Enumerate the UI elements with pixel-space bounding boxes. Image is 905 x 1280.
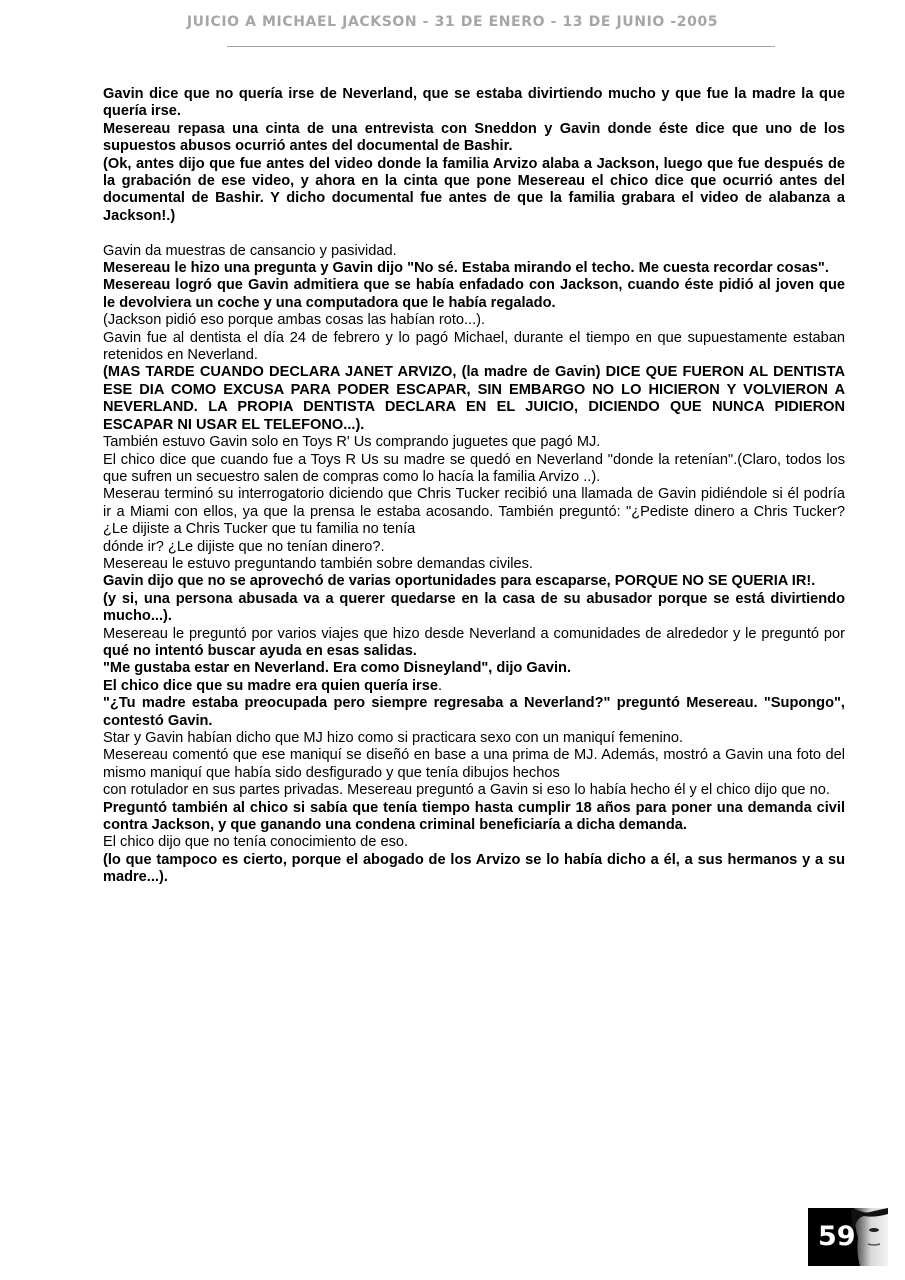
header-divider	[227, 46, 775, 47]
paragraph: Gavin dice que no quería irse de Neverland, que se estaba divirtiendo mucho y que fue la madre la que quería irse.	[103, 86, 845, 120]
paragraph-bold-text: qué no intentó buscar ayuda en esas salidas.	[103, 642, 417, 659]
paragraph: Gavin dijo que no se aprovechó de varias oportunidades para escaparse, PORQUE NO SE QUERIA IR!.	[103, 573, 816, 590]
page-number: 59	[818, 1221, 856, 1252]
paragraph: Mesereau logró que Gavin admitiera que se había enfadado con Jackson, cuando éste pidió al joven que le devolviera un coche y una computadora que le había regalado.	[103, 277, 845, 311]
paragraph: (MAS TARDE CUANDO DECLARA JANET ARVIZO, (la madre de Gavin) DICE QUE FUERON AL DENTISTA ESE DIA COMO EXCUSA PARA PODER ESCAPAR, SIN EMBARGO NO LO HICIERON Y VOLVIERON A NEVERLAND. LA PROPIA DENTISTA DECLARA EN EL JUICIO, DICIENDO QUE NUNCA PIDIERON ESCAPAR NI USAR EL TELEFONO...).	[103, 364, 845, 433]
page-header-title: JUICIO A MICHAEL JACKSON - 31 DE ENERO - 13 DE JUNIO -2005	[186, 14, 719, 30]
paragraph: El chico dice que cuando fue a Toys R Us su madre se quedó en Neverland "donde la retenían".(Claro, todos los que sufren un secuestro salen de compras como lo hacía la familia Arvizo ..).	[103, 451, 845, 485]
paragraph: "¿Tu madre estaba preocupada pero siempre regresaba a Neverland?" preguntó Mesereau. "Supongo", contestó Gavin.	[103, 695, 845, 729]
paragraph: "Me gustaba estar en Neverland. Era como Disneyland", dijo Gavin.	[103, 660, 572, 677]
paragraph: (Ok, antes dijo que fue antes del video donde la familia Arvizo alaba a Jackson, luego que fue después de la grabación de ese video, y ahora en la cinta que pone Mesereau el chico dice que ocurrió antes del documental de Bashir. Y dicho documental fue antes de que la familia grabara el video de alabanza a Jackson!.)	[103, 155, 845, 224]
paragraph: Star y Gavin habían dicho que MJ hizo como si practicara sexo con un maniquí femenino.	[103, 730, 684, 747]
paragraph: Mesereau comentó que ese maniquí se diseñó en base a una prima de MJ. Además, mostró a Gavin una foto del mismo maniquí que había sido desfigurado y que tenía dibujos hechos	[103, 747, 845, 781]
paragraph-text: .	[437, 677, 443, 694]
paragraph: dónde ir? ¿Le dijiste que no tenían dinero?.	[103, 538, 385, 555]
paragraph: Gavin da muestras de cansancio y pasividad.	[103, 242, 397, 259]
paragraph: Mesereau repasa una cinta de una entrevista con Sneddon y Gavin donde éste dice que uno de los supuestos abusos ocurrió antes del documental de Bashir.	[103, 120, 845, 155]
paragraph: Meserau terminó su interrogatorio diciendo que Chris Tucker recibió una llamada de Gavin pidiéndole si él podría ir a Miami con ellos, ya que la prensa le estaba acosando. También preguntó: "¿Pediste dinero a Chris Tucker? ¿Le dijiste a Chris Tucker que tu familia no tenía	[103, 486, 845, 538]
paragraph	[103, 678, 845, 695]
paragraph: Mesereau le hizo una pregunta y Gavin dijo "No sé. Estaba mirando el techo. Me cuesta recordar cosas".	[103, 260, 829, 277]
paragraph-bold-text: El chico dice que su madre era quien quería irse	[103, 677, 438, 694]
paragraph	[103, 626, 845, 661]
paragraph-text: Mesereau le preguntó por varios viajes que hizo desde Neverland a comunidades de alrededor y le preguntó por	[103, 625, 845, 642]
paragraph: El chico dijo que no tenía conocimiento de eso.	[103, 834, 409, 851]
paragraph: (y si, una persona abusada va a querer quedarse en la casa de su abusador porque se está divirtiendo mucho...).	[103, 590, 845, 625]
paragraph: (lo que tampoco es cierto, porque el abogado de los Arvizo se lo había dicho a él, a sus hermanos y a su madre...).	[103, 851, 845, 886]
paragraph: Gavin fue al dentista el día 24 de febrero y lo pagó Michael, durante el tiempo en que supuestamente estaban retenidos en Neverland.	[103, 329, 845, 364]
paragraph: (Jackson pidió eso porque ambas cosas las habían roto...).	[103, 312, 486, 329]
paragraph: con rotulador en sus partes privadas. Mesereau preguntó a Gavin si eso lo había hecho él y el chico dijo que no.	[103, 782, 830, 799]
paragraph: Preguntó también al chico si sabía que tenía tiempo hasta cumplir 18 años para poner una demanda civil contra Jackson, y que ganando una condena criminal beneficiaría a dicha demanda.	[103, 799, 845, 834]
page-number-badge	[808, 1208, 888, 1266]
paragraph: También estuvo Gavin solo en Toys R' Us comprando juguetes que pagó MJ.	[103, 434, 601, 451]
paragraph: Mesereau le estuvo preguntando también sobre demandas civiles.	[103, 555, 533, 572]
document-body	[103, 86, 845, 887]
